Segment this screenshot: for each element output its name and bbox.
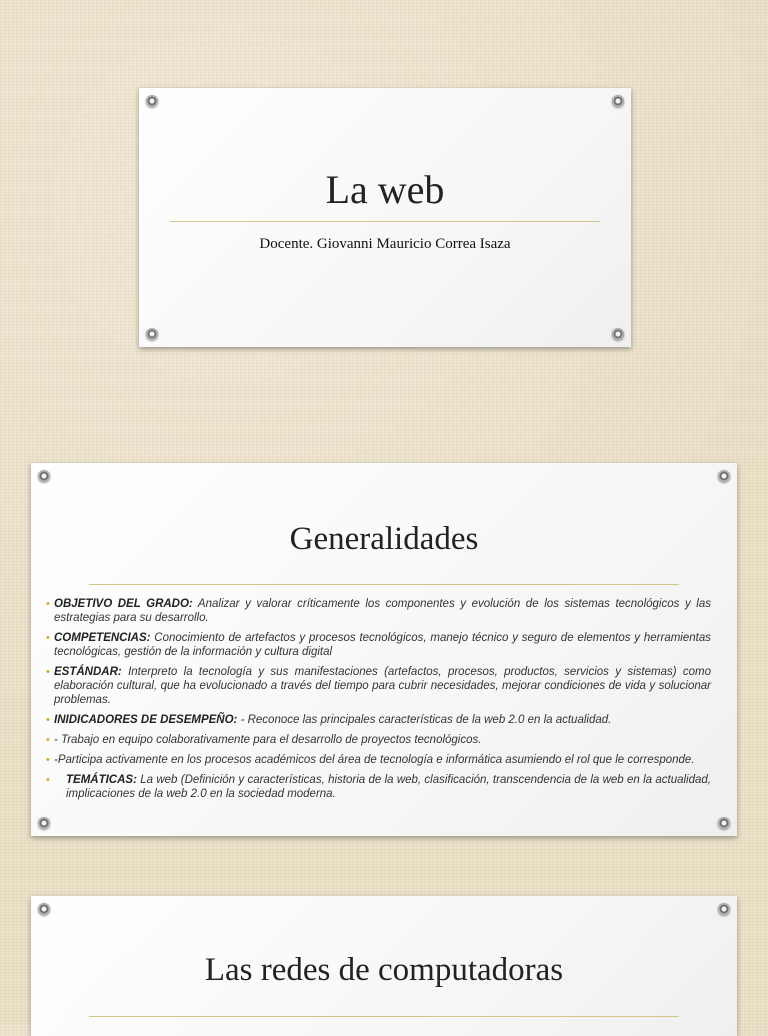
pin-icon: [146, 95, 158, 107]
slide-title: Generalidades: [289, 521, 479, 557]
title-rule: [89, 1016, 679, 1017]
bullet-text: - Trabajo en equipo colaborativamente para el desarrollo de proyectos tecnológicos.: [54, 734, 482, 746]
pin-icon: [718, 903, 730, 915]
pin-icon: [718, 470, 730, 482]
pin-icon: [612, 95, 624, 107]
bullet-text: - Reconoce las principales características de la web 2.0 en la actualidad.: [237, 714, 612, 726]
bullet-item: [46, 733, 711, 747]
bullet-item: [46, 753, 711, 767]
slide-title: La web: [325, 167, 445, 212]
bullet-icon: •: [46, 714, 50, 726]
bullet-text: La web (Definición y características, historia de la web, clasificación, transcendencia de la web en la actualidad, implicaciones de la web 2.0 en la sociedad moderna.: [66, 774, 711, 800]
bullet-icon: •: [46, 734, 50, 746]
bullet-item: [46, 597, 711, 625]
bullet-icon: •: [46, 754, 50, 766]
pin-icon: [38, 817, 50, 829]
bullet-icon: •: [46, 666, 50, 678]
slide-1: [139, 88, 631, 347]
slide-subtitle: Docente. Giovanni Mauricio Correa Isaza: [259, 236, 511, 252]
pin-icon: [146, 328, 158, 340]
bullet-item: [46, 713, 711, 727]
bullet-text: -Participa activamente en los procesos académicos del área de tecnología e informática asumiendo el rol que le corresponde.: [54, 754, 695, 766]
pin-icon: [718, 817, 730, 829]
bullet-lead: INIDICADORES DE DESEMPEÑO:: [54, 714, 238, 726]
bullet-text: Conocimiento de artefactos y procesos tecnológicos, manejo técnico y seguro de elementos y herramientas tecnológicas, gestión de la información y cultura digital: [54, 632, 711, 658]
bullet-item: [46, 665, 711, 707]
bullet-lead: ESTÁNDAR:: [54, 666, 122, 678]
bullet-text: Interpreto la tecnología y sus manifestaciones (artefactos, procesos, productos, servicios y sistemas) como elaboración cultural, que ha evolucionado a través del tiempo para cubrir necesidades, mejorar condiciones de vida y solucionar problemas.: [54, 666, 711, 706]
slide-3: [31, 896, 737, 1036]
bullet-text: Analizar y valorar críticamente los componentes y evolución de los sistemas tecnológicos y las estrategias para su desarrollo.: [54, 598, 712, 624]
pin-icon: [38, 470, 50, 482]
bullet-icon: •: [46, 598, 50, 610]
bullet-icon: •: [46, 774, 50, 786]
bullet-icon: •: [46, 632, 50, 644]
pin-icon: [38, 903, 50, 915]
bullet-lead: OBJETIVO DEL GRADO:: [54, 598, 193, 610]
slide-title: Las redes de computadoras: [204, 952, 564, 988]
pin-icon: [612, 328, 624, 340]
bullet-item: [46, 631, 711, 659]
bullet-list: [46, 597, 711, 807]
title-rule: [89, 584, 679, 585]
bullet-item: [46, 773, 711, 801]
title-rule: [170, 221, 600, 222]
bullet-lead: COMPETENCIAS:: [54, 632, 151, 644]
bullet-lead: TEMÁTICAS:: [66, 774, 137, 786]
